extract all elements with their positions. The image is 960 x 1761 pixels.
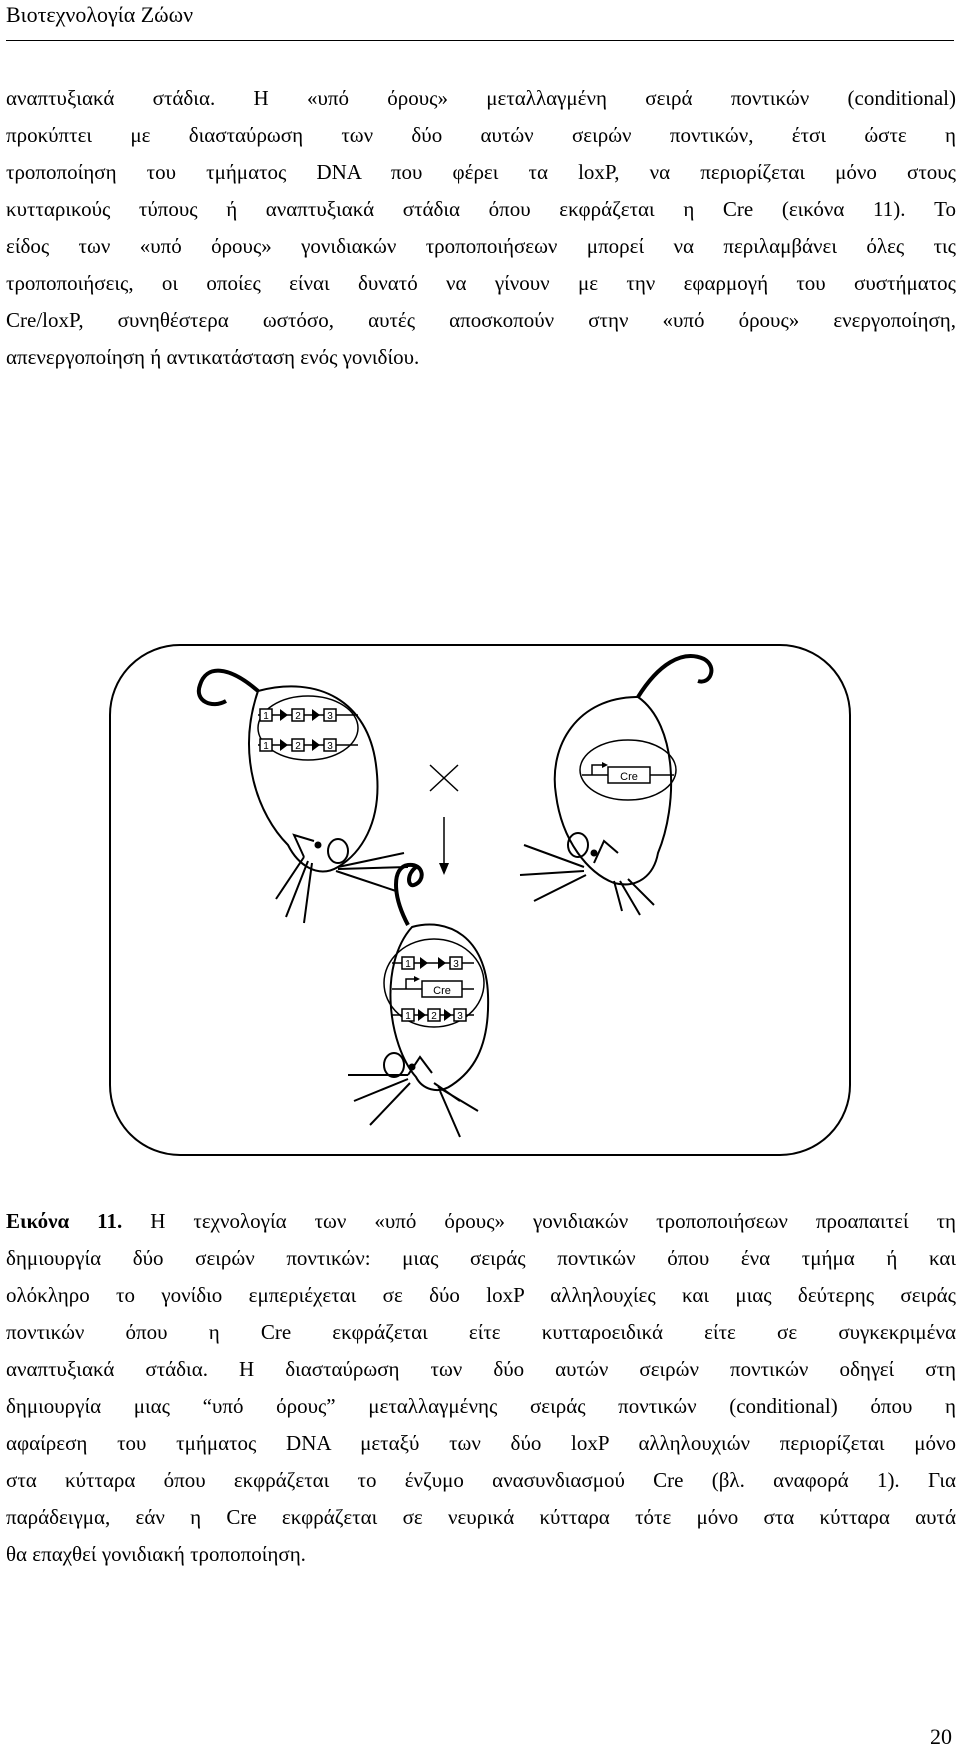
text-line: αναπτυξιακά στάδια. Η διασταύρωση των δύο αυτών σειρών ποντικών οδηγεί στη [6, 1357, 956, 1381]
cre-label: Cre [433, 985, 451, 997]
exon-label: 1 [263, 741, 269, 752]
caption-label: Εικόνα 11. [6, 1209, 123, 1233]
header-title: Βιοτεχνολογία Ζώων [6, 2, 194, 27]
cross-icon [430, 765, 458, 791]
text-line: Η τεχνολογία των «υπό όρους» γονιδιακών τροποποιήσεων προαπαιτεί τη [150, 1209, 957, 1233]
exon-label: 1 [405, 1011, 411, 1022]
text-line: τροποποιήσεις, οι οποίες είναι δυνατό να γίνουν με την εφαρμογή του συστήματος [6, 271, 956, 295]
text-line: ποντικών όπου η Cre εκφράζεται είτε κυτταροειδικά είτε σε συγκεκριμένα [6, 1320, 956, 1344]
text-line: είδος των «υπό όρους» γονιδιακών τροποποιήσεων μπορεί να περιλαμβάνει όλες τις [6, 234, 956, 258]
figure-frame [110, 645, 850, 1155]
text-line: κυτταρικούς τύπους ή αναπτυξιακά στάδια όπου εκφράζεται η Cre (εικόνα 11). Το [6, 197, 956, 221]
text-line: αφαίρεση του τμήματος DNA μεταξύ των δύο loxP αλληλουχιών περιορίζεται μόνο [6, 1431, 956, 1455]
text-line: στα κύτταρα όπου εκφράζεται το ένζυμο ανασυνδιασμού Cre (βλ. αναφορά 1). Για [6, 1468, 956, 1492]
text-line: δημιουργία μιας “υπό όρους” μεταλλαγμένης σειράς ποντικών (conditional) όπου η [6, 1394, 956, 1418]
down-arrow-icon [439, 817, 449, 875]
exon-label: 2 [431, 1011, 437, 1022]
body-paragraph [6, 80, 956, 376]
exon-label: 3 [327, 711, 333, 722]
caption-first-line [6, 1203, 956, 1240]
exon-label: 3 [457, 1011, 463, 1022]
exon-label: 1 [263, 711, 269, 722]
text-line: τροποποίηση του τμήματος DNA που φέρει τα loxP, να περιορίζεται μόνο στους [6, 160, 956, 184]
text-line: θα επαχθεί γονιδιακή τροποποίηση. [6, 1542, 306, 1566]
running-header [6, 0, 954, 41]
figure-caption [6, 1203, 956, 1573]
exon-label: 3 [453, 959, 459, 970]
offspring-cre-transgene [392, 976, 474, 997]
text-line: αναπτυξιακά στάδια. Η «υπό όρους» μεταλλαγμένη σειρά ποντικών (conditional) [6, 86, 956, 110]
floxed-gene-allele-1 [258, 709, 358, 722]
cre-transgene [582, 762, 674, 783]
offspring-gene-allele [392, 1009, 474, 1022]
mouse-cross-figure [108, 605, 858, 1165]
exon-label: 2 [295, 711, 301, 722]
text-line: προκύπτει με διασταύρωση των δύο αυτών σειρών ποντικών, έτσι ώστε η [6, 123, 956, 147]
text-line: ολόκληρο το γονίδιο εμπεριέχεται σε δύο loxP αλληλουχίες και μιας δεύτερης σειράς [6, 1283, 956, 1307]
text-line: Cre/loxP, συνηθέστερα ωστόσο, αυτές αποσκοπούν στην «υπό όρους» ενεργοποίηση, [6, 308, 956, 332]
cre-label: Cre [620, 771, 638, 783]
offspring-floxed-allele [392, 957, 474, 970]
exon-label: 2 [295, 741, 301, 752]
page-number: 20 [930, 1724, 952, 1749]
text-line: παράδειγμα, εάν η Cre εκφράζεται σε νευρικά κύτταρα τότε μόνο στα κύτταρα αυτά [6, 1505, 956, 1529]
exon-label: 1 [405, 959, 411, 970]
offspring-mouse-drawing [348, 865, 488, 1137]
text-line: απενεργοποίηση ή αντικατάσταση ενός γονιδίου. [6, 345, 420, 369]
cre-mouse-drawing [520, 656, 711, 915]
exon-label: 3 [327, 741, 333, 752]
text-line: δημιουργία δύο σειρών ποντικών: μιας σειράς ποντικών όπου ένα τμήμα ή και [6, 1246, 956, 1270]
